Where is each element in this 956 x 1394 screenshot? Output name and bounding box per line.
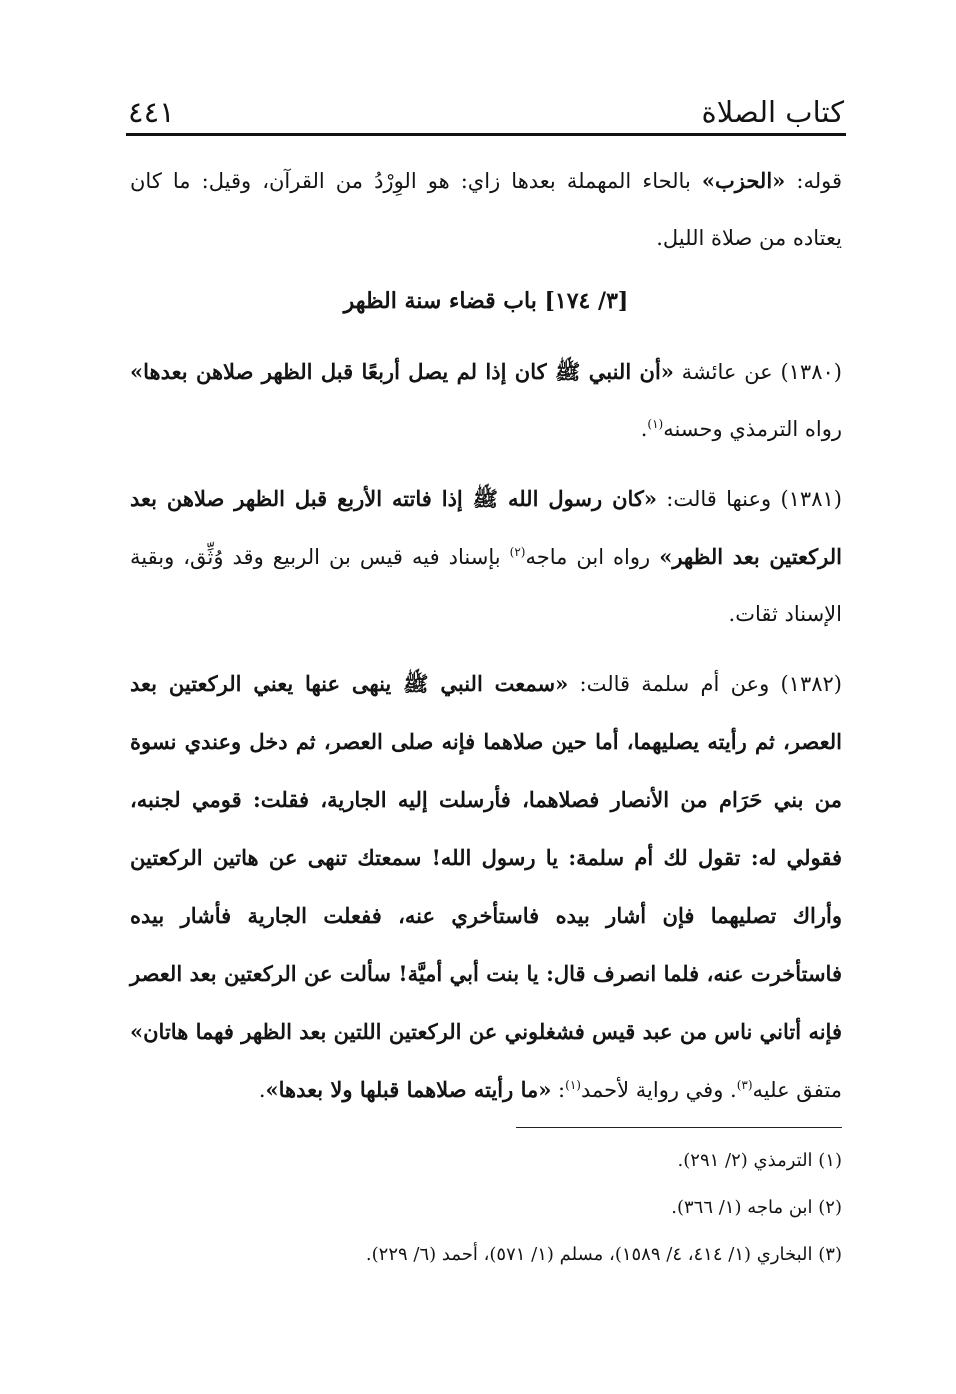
hadith-1382: (١٣٨٢) وعن أم سلمة قالت: «سمعت النبي ﷺ ينهى عنها يعني الركعتين بعد العصر، ثم رأيته يصليهما، أما حين صلاهما فإنه صلى العصر، ثم دخل وعندي نسوة من بني حَرَام من الأنصار فصلاهما، فأرسلت إليه الجارية، فقلت: قومي لجنبه، فقولي له: تقول لك أم سلمة: يا رسول الله! سمعتك تنهى عن هاتين الركعتين وأراك تصليهما فإن أشار بيده فاستأخري عنه، ففعلت الجارية فأشار بيده فاستأخرت عنه، فلما انصرف قال: يا بنت أبي أميَّة! سألت عن الركعتين بعد العصر فإنه أتاني ناس من عبد قيس فشغلوني عن الركعتين اللتين بعد الظهر فهما هاتان» متفق عليه$^{(٣)}$. وفي رواية لأحمد$^{(١)}$: «ما رأيته صلاهما قبلها ولا بعدها». bbox=[130, 671, 842, 1102]
chapter-heading: [٣/ ١٧٤] باب قضاء سنة الظهر bbox=[343, 288, 629, 314]
footnote-ref: (٣) bbox=[736, 1078, 753, 1092]
hadith-1381: (١٣٨١) وعنها قالت: «كان رسول الله ﷺ إذا فاتته الأربع قبل الظهر صلاهن بعد الركعتين بعد الظهر» رواه ابن ماجه$^{(٢)}$ بإسناد فيه قيس بن الربيع وقد وُثِّق، وبقية الإسناد ثقات. bbox=[130, 486, 843, 626]
paragraph-hizb: قوله: «الحزب» بالحاء المهملة بعدها زاي: هو الوِرْدُ من القرآن، وقيل: ما كان يعتاده من صلاة الليل. bbox=[130, 168, 842, 250]
hadith-1380: (١٣٨٠) عن عائشة «أن النبي ﷺ كان إذا لم يصل أربعًا قبل الظهر صلاهن بعدها» رواه الترمذي وحسنه$^{(١)}$. bbox=[130, 359, 842, 441]
hadith-1381-matn: «كان رسول الله ﷺ إذا فاتته الأربع قبل الظهر صلاهن بعد الركعتين بعد الظهر» bbox=[130, 486, 843, 569]
footnotes bbox=[130, 1137, 842, 1278]
page-number: ٤٤١ bbox=[128, 95, 175, 129]
header-rule bbox=[126, 133, 846, 136]
footnote-2: (٢) ابن ماجه (١/ ٣٦٦). bbox=[671, 1197, 842, 1218]
hadith-1380-matn: «أن النبي ﷺ كان إذا لم يصل أربعًا قبل الظهر صلاهن بعدها» bbox=[130, 359, 674, 384]
hadith-1382-ahmad-matn: «ما رأيته صلاهما قبلها ولا بعدها» bbox=[265, 1077, 552, 1102]
main-text bbox=[130, 152, 842, 1119]
footnote-ref: (٢) bbox=[509, 545, 526, 559]
footnote-3: (٣) البخاري (١/ ٤١٤، ٤/ ١٥٨٩)، مسلم (١/ ٥٧١)، أحمد (٦/ ٢٢٩). bbox=[365, 1244, 842, 1265]
footnote-rule bbox=[516, 1127, 842, 1128]
footnote-1: (١) الترمذي (٢/ ٢٩١). bbox=[677, 1150, 842, 1171]
term-hizb: «الحزب» bbox=[701, 168, 786, 193]
footnote-ref: (١) bbox=[565, 1078, 581, 1092]
page-header bbox=[128, 82, 844, 132]
footnote-ref: (١) bbox=[647, 417, 664, 431]
hadith-1382-matn: «سمعت النبي ﷺ ينهى عنها يعني الركعتين بعد العصر، ثم رأيته يصليهما، أما حين صلاهما فإنه صلى العصر، ثم دخل وعندي نسوة من بني حَرَام من الأنصار فصلاهما، فأرسلت إليه الجارية، فقلت: قومي لجنبه، فقولي له: تقول لك أم سلمة: يا رسول الله! سمعتك تنهى عن هاتين الركعتين وأراك تصليهما فإن أشار بيده فاستأخري عنه، ففعلت الجارية فأشار بيده فاستأخرت عنه، فلما انصرف قال: يا بنت أبي أميَّة! سألت عن الركعتين بعد العصر فإنه أتاني ناس من عبد قيس فشغلوني عن الركعتين اللتين بعد الظهر فهما هاتان» bbox=[130, 671, 842, 1044]
running-title: كتاب الصلاة bbox=[701, 95, 844, 129]
